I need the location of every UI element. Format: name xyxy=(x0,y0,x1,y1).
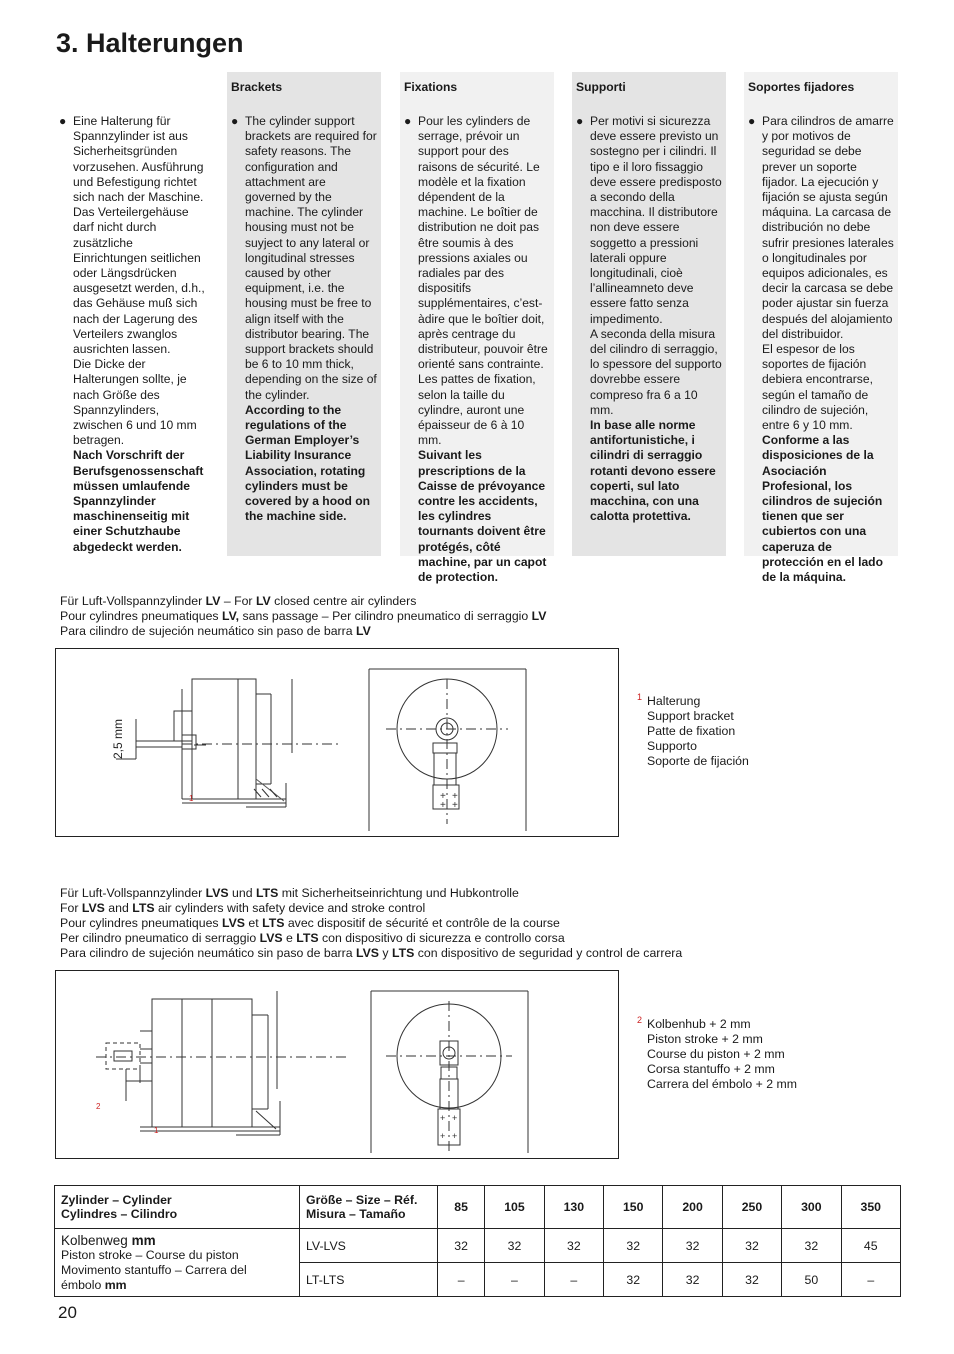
column-heading: Fixations xyxy=(404,80,458,94)
caption-text: air cylinders with safety device and stroke control xyxy=(154,901,426,915)
column-paragraph-bold: In base alle norme antifortunistiche, i cilindri di serraggio rotanti devono essere coperti, sul lato macchina, con una calotta protettiva. xyxy=(590,418,716,524)
caption-text: Pour cylindres pneumatiques xyxy=(60,609,222,623)
column-paragraph-bold: Conforme a las disposiciones de la Asociación Profesional, los cilindros de sujeción tienen que ser cubiertos con una caperuza de protección en el lado de la máquina. xyxy=(762,433,883,585)
table-cell: 32 xyxy=(604,1263,663,1297)
header-size-cell: 85 xyxy=(438,1186,485,1229)
caption-model-code: LV, xyxy=(222,609,240,623)
caption-text: et xyxy=(245,916,263,930)
caption-line xyxy=(60,931,682,946)
caption-text: con dispositivo de seguridad y control de carrera xyxy=(414,946,683,960)
table-cell: – xyxy=(544,1263,603,1297)
legend-line: Patte de fixation xyxy=(647,724,736,738)
caption-model-code: LV xyxy=(255,594,271,608)
caption-line xyxy=(60,916,682,931)
caption-text: Für Luft-Vollspannzylinder xyxy=(60,594,206,608)
param-unit: mm xyxy=(104,1277,127,1292)
table-cell: – xyxy=(841,1263,900,1297)
param-title-text: Kolbenweg xyxy=(61,1232,132,1248)
caption-model-code: LVS xyxy=(259,931,283,945)
svg-text:+: + xyxy=(440,1113,446,1123)
legend-number: 2 xyxy=(637,1015,643,1025)
svg-text:+: + xyxy=(452,1131,458,1141)
column-paragraph: Pour les cylinders de serrage, prévoir un support pour des raisons de sécurité. Le modèle et la fixation dépendent de la machine. Le boîtier de distribution ne doit pas être soumis à des pressions axiales ou radiales par des dispositifs supplémentaires, c’est-àdire que le boîtier doit, après centrage du distributeur, pouvoir être orienté sans contrainte. Les pattes de fixation, selon la taille du cylindre, auront une épaisseur de 6 à 10 mm. xyxy=(418,114,548,448)
caption-text: und xyxy=(228,886,256,900)
legend-line: Corsa stantuffo + 2 mm xyxy=(647,1062,775,1076)
legend-line: Kolbenhub + 2 mm xyxy=(647,1017,751,1031)
column-paragraph: Per motivi si sicurezza deve essere previsto un sostegno per i cilindri. Il tipo e il loro fissaggio deve essere predisposto a secondo della macchina. Il distributore non deve essere soggetto a pressioni laterali oppure longitudinali, cioè l’allineamneto deve essere fatto senza impedimento. xyxy=(590,114,722,326)
svg-text:+: + xyxy=(440,800,446,811)
caption-text: closed centre air cylinders xyxy=(270,594,417,608)
caption-text: Pour cylindres pneumatiques xyxy=(60,916,222,930)
legend-line: Piston stroke + 2 mm xyxy=(647,1032,763,1046)
column-heading xyxy=(59,80,205,102)
param-line-text: émbolo xyxy=(61,1277,105,1292)
header-cylinder xyxy=(55,1186,300,1229)
table-row xyxy=(55,1229,901,1263)
param-line xyxy=(61,1278,293,1293)
caption-text: con dispositivo di sicurezza e controllo corsa xyxy=(318,931,565,945)
table-cell: 50 xyxy=(782,1263,841,1297)
figure-1-caption xyxy=(60,594,546,639)
header-line: Misura – Tamaño xyxy=(306,1207,406,1221)
column-paragraph: El espesor de los soportes de fijación debiera encontrarse, según el tamaño de cilindro de sujeción, entre 6 y 10 mm. xyxy=(762,342,873,433)
column-paragraph-bold: Nach Vorschrift der Berufsgenossenschaft müssen umlaufende Spannzylinder maschinenseitig mit einer Schutzhaube abgedeckt werden. xyxy=(73,448,204,554)
column-italian xyxy=(572,72,726,556)
bullet-icon: ● xyxy=(59,114,67,128)
callout-1: 1 xyxy=(154,1126,159,1135)
column-body xyxy=(748,114,894,585)
caption-text: e xyxy=(282,931,297,945)
figure-2-legend xyxy=(637,1017,797,1092)
callout-1: 1 xyxy=(189,794,194,803)
table-cell: 32 xyxy=(438,1229,485,1263)
header-size-cell: 300 xyxy=(782,1186,841,1229)
column-heading: Supporti xyxy=(576,80,626,94)
column-english xyxy=(227,72,381,556)
legend-line: Soporte de fijación xyxy=(647,754,749,768)
caption-line xyxy=(60,946,682,961)
caption-model-code: LTS xyxy=(296,931,319,945)
caption-text: Para cilindro de sujeción neumático sin paso de barra xyxy=(60,946,356,960)
column-paragraph-bold: Suivant les prescriptions de la Caisse de prévoyance contre les accidents, les cylindres tournants doivent être protégés, côté machine, par un capot de protection. xyxy=(418,448,547,585)
figure-2-drawing xyxy=(55,970,619,1159)
table-cell: – xyxy=(438,1263,485,1297)
stroke-table xyxy=(54,1185,901,1297)
column-body xyxy=(404,114,550,585)
caption-text: and xyxy=(104,901,133,915)
page-title: 3. Halterungen xyxy=(56,28,244,58)
caption-text: Per cilindro pneumatico di serraggio xyxy=(60,931,260,945)
table-cell: 45 xyxy=(841,1229,900,1263)
row-type: LT-LTS xyxy=(300,1263,438,1297)
caption-model-code: LTS xyxy=(255,886,279,900)
table-cell: 32 xyxy=(722,1263,781,1297)
caption-line xyxy=(60,609,546,624)
legend-line: Course du piston + 2 mm xyxy=(647,1047,785,1061)
bullet-icon: ● xyxy=(404,114,412,128)
column-heading: Brackets xyxy=(231,80,283,94)
column-french xyxy=(400,72,554,585)
svg-text:+: + xyxy=(440,1131,446,1141)
column-paragraph: Para cilindros de amarre y por motivos de seguridad se debe prever un soporte fijador. La ejecución y fijación se ajusta según máquina. La carcasa de distribución no debe sufrir presiones laterales o longitudinales por equipos adicionales, es decir la carcasa se debe poder ajustar sin fuerza después del alojamiento del distribuidor. xyxy=(762,114,894,341)
bullet-icon: ● xyxy=(748,114,756,128)
caption-text: mit Sicherheitseinrichtung und Hubkontrolle xyxy=(278,886,519,900)
table-cell: 32 xyxy=(663,1263,722,1297)
caption-line xyxy=(60,624,546,639)
bullet-icon: ● xyxy=(231,114,239,128)
table-cell: 32 xyxy=(604,1229,663,1263)
column-paragraph-bold: According to the regulations of the German Employer’s Liability Insurance Association, rotating cylinders must be covered by a hood on the machine side. xyxy=(245,402,370,524)
figure-1-legend xyxy=(637,694,749,769)
figure-2-svg xyxy=(56,971,618,1158)
caption-model-code: LV xyxy=(205,594,221,608)
caption-line xyxy=(60,886,682,901)
column-heading: Soportes fijadores xyxy=(748,80,855,94)
column-german xyxy=(55,72,209,556)
svg-text:+: + xyxy=(440,791,446,802)
header-size-cell: 150 xyxy=(604,1186,663,1229)
svg-text:+: + xyxy=(452,800,458,811)
table-cell: 32 xyxy=(663,1229,722,1263)
param-unit: mm xyxy=(131,1232,156,1248)
param-cell xyxy=(55,1229,300,1297)
legend-line: Halterung xyxy=(647,694,701,708)
page-number: 20 xyxy=(58,1303,77,1322)
caption-model-code: LVS xyxy=(355,946,379,960)
header-line: Zylinder – Cylinder xyxy=(61,1193,172,1207)
column-paragraph: A seconda della misura del cilindro di serraggio, lo spessore del supporto dovrebbe essere compreso fra 6 a 10 mm. xyxy=(590,326,722,417)
column-paragraph: The cylinder support brackets are required for safety reasons. The configuration and attachment are governed by the machine. The cylinder housing must not be suyject to any lateral or longitudinal stresses caused by other equipment, i.e. the housing must be free to align itself with the distributor bearing. The support brackets should be 6 to 10 mm thick, depending on the size of the cylinder. xyxy=(245,114,377,402)
table-cell: – xyxy=(485,1263,544,1297)
header-size-cell: 350 xyxy=(841,1186,900,1229)
caption-model-code: LTS xyxy=(391,946,415,960)
svg-text:+: + xyxy=(452,1113,458,1123)
param-title xyxy=(61,1233,293,1248)
param-line: Movimento stantuffo – Carrera del xyxy=(61,1262,247,1277)
caption-model-code: LVS xyxy=(222,916,246,930)
column-body xyxy=(231,114,377,524)
table-cell: 32 xyxy=(782,1229,841,1263)
caption-text: avec dispositif de sécurité et contrôle de la course xyxy=(284,916,560,930)
dimension-label: 2,5 mm xyxy=(111,718,125,759)
caption-model-code: LVS xyxy=(205,886,229,900)
caption-text: Für Luft-Vollspannzylinder xyxy=(60,886,206,900)
header-size-cell: 105 xyxy=(485,1186,544,1229)
caption-model-code: LV xyxy=(531,609,547,623)
header-size xyxy=(300,1186,438,1229)
legend-line: Carrera del émbolo + 2 mm xyxy=(647,1077,798,1091)
table-cell: 32 xyxy=(485,1229,544,1263)
caption-text: – For xyxy=(220,594,256,608)
caption-model-code: LTS xyxy=(132,901,155,915)
callout-2: 2 xyxy=(96,1102,101,1111)
figure-2-caption xyxy=(60,886,682,961)
row-type: LV-LVS xyxy=(300,1229,438,1263)
header-size-cell: 130 xyxy=(544,1186,603,1229)
caption-model-code: LTS xyxy=(262,916,285,930)
column-spanish xyxy=(744,72,898,585)
column-body xyxy=(576,114,722,524)
header-line: Cylindres – Cilindro xyxy=(61,1207,178,1221)
bullet-icon: ● xyxy=(576,114,584,128)
param-line: Piston stroke – Course du piston xyxy=(61,1247,239,1262)
caption-line xyxy=(60,901,682,916)
svg-text:+: + xyxy=(452,791,458,802)
column-paragraph: Eine Halterung für Spannzylinder ist aus Sicherheitsgründen vorzusehen. Ausführung und Befestigung richtet sich nach der Maschine. Das Verteilergehäuse darf nicht durch zusätzliche Einrichtungen seitlichen oder Längsdrücken ausgesetzt werden, d.h., das Gehäuse muß sich nach der Lagerung des Verteilers zwanglos ausrichten lassen. xyxy=(73,114,205,357)
caption-text: sans passage – Per cilindro pneumatico di serraggio xyxy=(239,609,532,623)
caption-text: Para cilindro de sujeción neumático sin paso de barra xyxy=(60,624,356,638)
table-header-row xyxy=(55,1186,901,1229)
figure-1-svg xyxy=(56,649,618,836)
caption-line xyxy=(60,594,546,609)
legend-number: 1 xyxy=(637,692,643,702)
caption-text: y xyxy=(379,946,392,960)
legend-line: Support bracket xyxy=(647,709,734,723)
figure-1-drawing xyxy=(55,648,619,837)
table-cell: 32 xyxy=(544,1229,603,1263)
caption-text: For xyxy=(60,901,82,915)
table-cell: 32 xyxy=(722,1229,781,1263)
header-size-cell: 250 xyxy=(722,1186,781,1229)
legend-line: Supporto xyxy=(647,739,697,753)
column-body xyxy=(59,114,205,555)
header-size-cell: 200 xyxy=(663,1186,722,1229)
caption-model-code: LVS xyxy=(81,901,105,915)
caption-model-code: LV xyxy=(355,624,371,638)
column-paragraph: Die Dicke der Halterungen sollte, je nach Größe des Spannzylinders, zwischen 6 und 10 mm betragen. xyxy=(73,357,197,448)
header-line: Größe – Size – Réf. xyxy=(306,1193,418,1207)
